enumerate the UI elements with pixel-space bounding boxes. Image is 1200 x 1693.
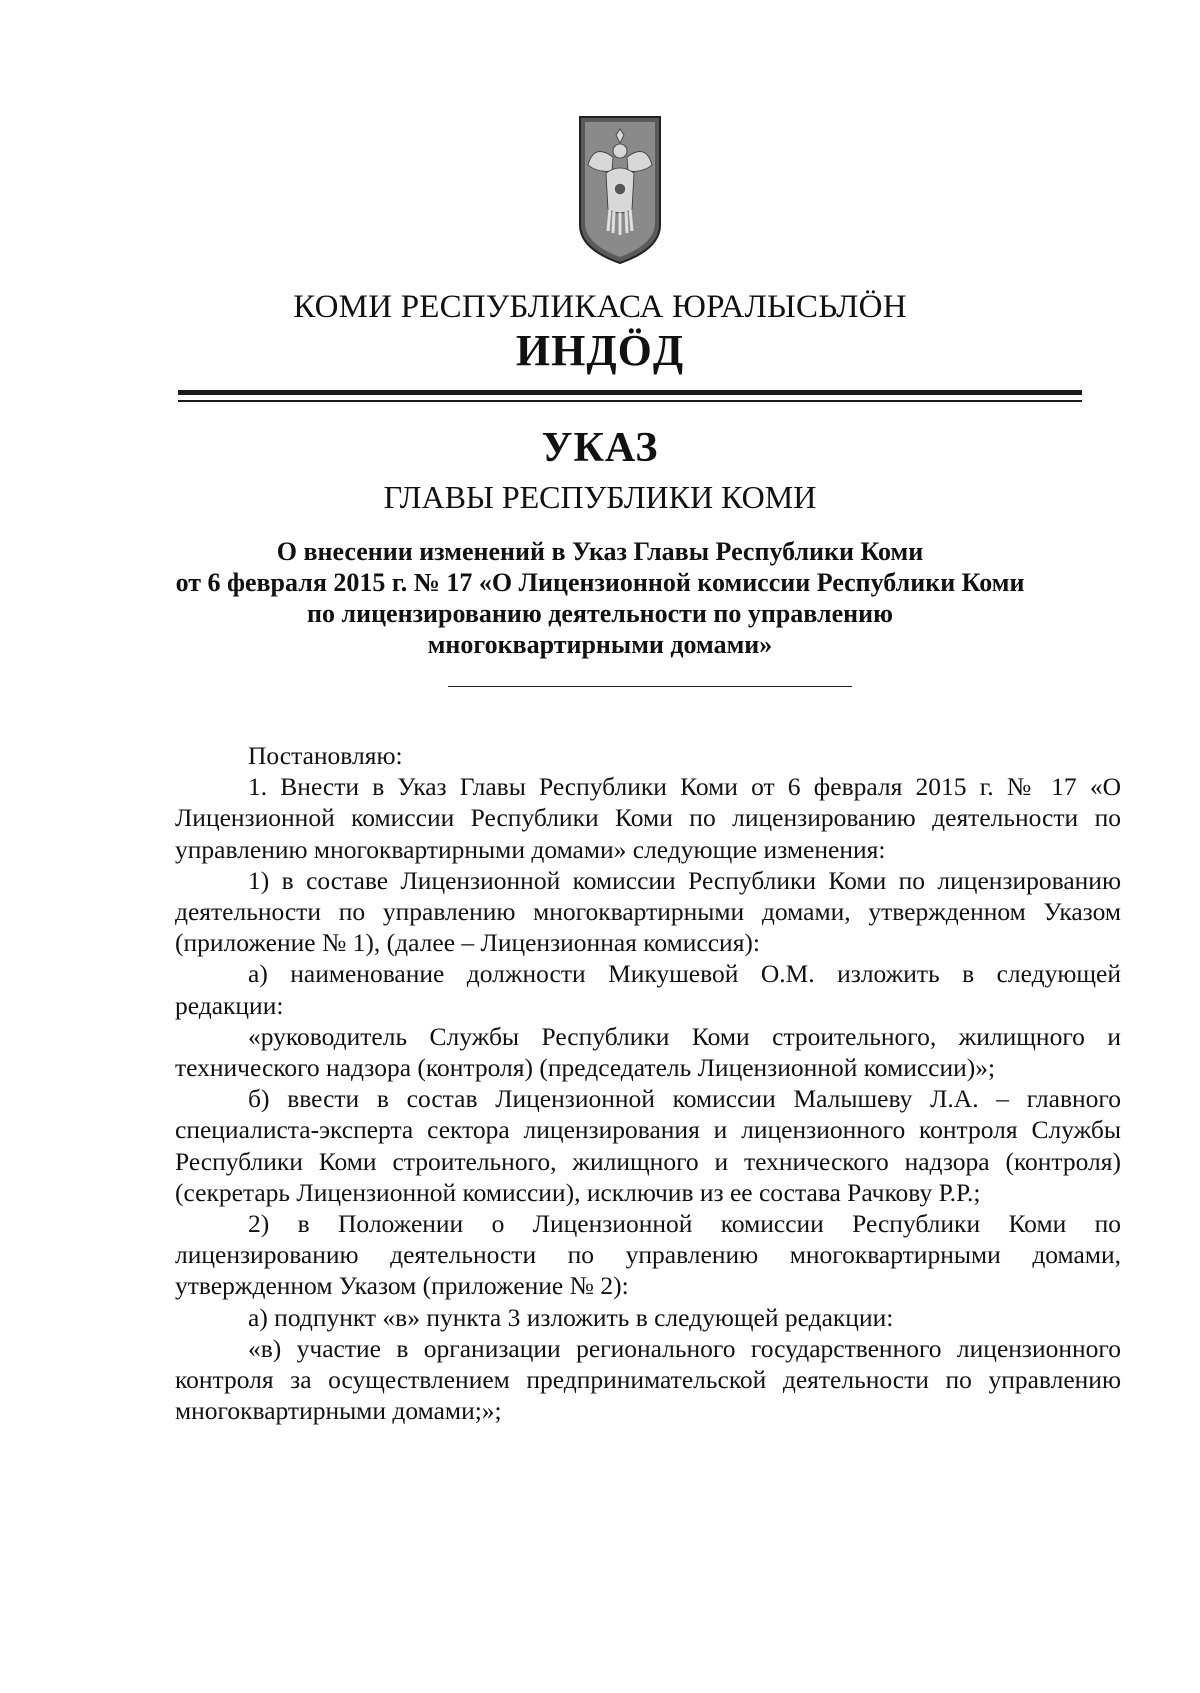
header-divider-thin bbox=[178, 400, 1082, 402]
body-paragraph: «в) участие в организации регионального государственного лицензионного контроля за осуществлением предпринимательской деятельности по управлению многоквартирными домами;»; bbox=[175, 1333, 1121, 1426]
body-paragraph: а) подпункт «в» пункта 3 изложить в следующей редакции: bbox=[248, 1302, 894, 1332]
header-divider-thick bbox=[178, 390, 1082, 395]
coat-of-arms-icon bbox=[576, 113, 664, 265]
document-subject bbox=[0, 536, 1200, 660]
body-paragraph: 1) в составе Лицензионной комиссии Республики Коми по лицензированию деятельности по управлению многоквартирными домами, утвержденном Указом (приложение № 1), (далее – Лицензионная комиссия): bbox=[175, 865, 1121, 958]
body-paragraph: 1. Внести в Указ Главы Республики Коми от 6 февраля 2015 г. № 17 «О Лицензионной комиссии Республики Коми по лицензированию деятельности по управлению многоквартирными домами» следующие изменения: bbox=[175, 772, 1121, 864]
document-body bbox=[175, 740, 1121, 1426]
document-title: УКАЗ bbox=[541, 425, 659, 471]
body-paragraph: Постановляю: bbox=[248, 741, 403, 770]
subject-line: от 6 февраля 2015 г. № 17 «О Лицензионной комиссии Республики Коми bbox=[175, 568, 1025, 597]
decree-word-komi: ИНДÖД bbox=[515, 326, 685, 375]
body-paragraph: а) наименование должности Микушевой О.М. изложить в следующей редакции: bbox=[175, 959, 1121, 1020]
body-paragraph: 2) в Положении о Лицензионной комиссии Республики Коми по лицензированию деятельности по управлению многоквартирными домами, утвержденном Указом (приложение № 2): bbox=[175, 1209, 1121, 1301]
body-paragraph: б) ввести в состав Лицензионной комиссии Малышеву Л.А. – главного специалиста-эксперта сектора лицензирования и лицензионного контроля Службы Республики Коми строительного, жилищного и технического надзора (контроля) (секретарь Лицензионной комиссии), исключив из ее состава Рачкову Р.Р.; bbox=[175, 1084, 1121, 1207]
subject-line: многоквартирными домами» bbox=[427, 630, 773, 659]
subject-line: О внесении изменений в Указ Главы Республики Коми bbox=[276, 537, 924, 566]
subject-line: по лицензированию деятельности по управлению bbox=[307, 599, 893, 628]
document-issuer: ГЛАВЫ РЕСПУБЛИКИ КОМИ bbox=[383, 479, 817, 515]
subject-underline bbox=[448, 686, 852, 687]
body-paragraph: «руководитель Службы Республики Коми строительного, жилищного и технического надзора (контроля) (председатель Лицензионной комиссии)»; bbox=[175, 1021, 1121, 1083]
republic-name-komi: КОМИ РЕСПУБЛИКАСА ЮРАЛЫСЬЛÖН bbox=[293, 289, 907, 325]
